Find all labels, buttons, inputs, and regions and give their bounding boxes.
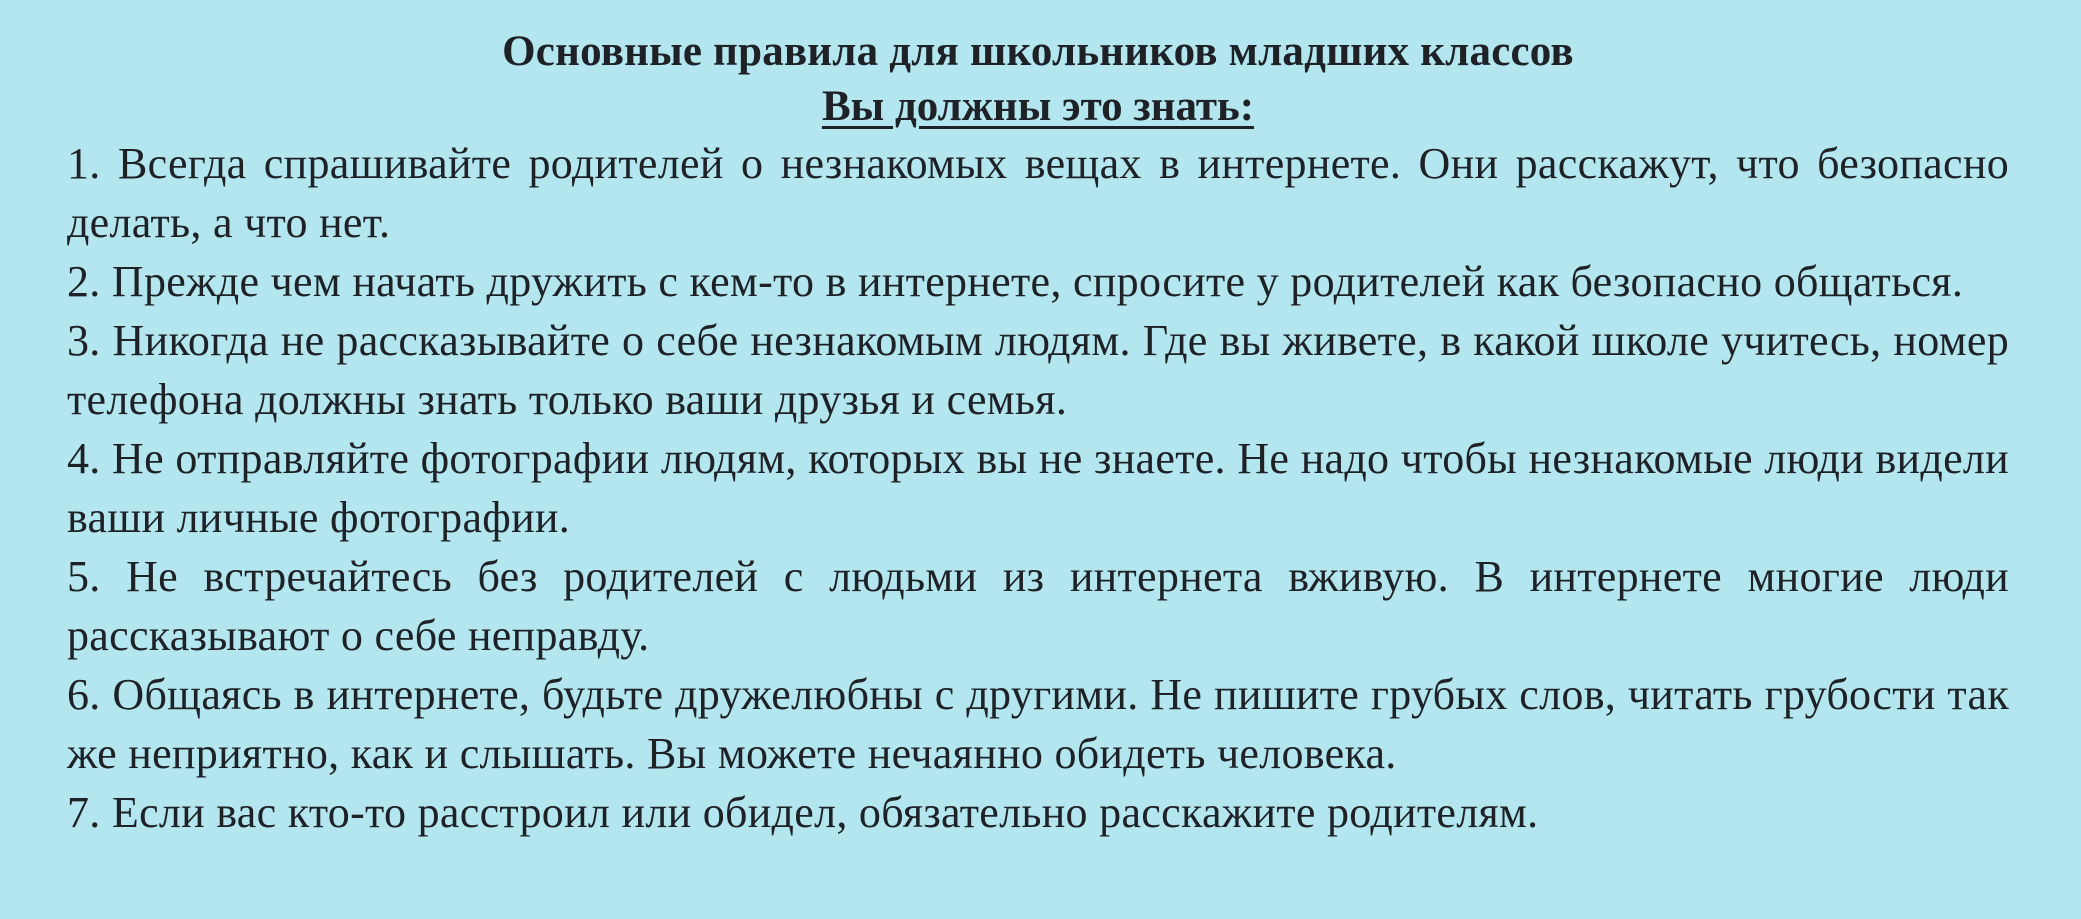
rule-item-1: 1. Всегда спрашивайте родителей о незнакомых вещах в интернете. Они расскажут, что безопасно делать, а что нет. — [67, 139, 2009, 247]
rule-item-6: 6. Общаясь в интернете, будьте дружелюбны с другими. Не пишите грубых слов, читать грубости так же неприятно, как и слышать. Вы можете нечаянно обидеть человека. — [67, 670, 2009, 778]
document-subtitle: Вы должны это знать: — [821, 83, 1255, 130]
rule-item-2: 2. Прежде чем начать дружить с кем-то в интернете, спросите у родителей как безопасно общаться. — [67, 257, 1964, 306]
rules-list — [67, 134, 2009, 842]
rule-item-7: 7. Если вас кто-то расстроил или обидел, обязательно расскажите родителям. — [67, 788, 1539, 837]
rule-item-3: 3. Никогда не рассказывайте о себе незнакомым людям. Где вы живете, в какой школе учитесь, номер телефона должны знать только ваши друзья и семья. — [67, 316, 2009, 424]
rule-item-5: 5. Не встречайтесь без родителей с людьми из интернета вживую. В интернете многие люди рассказывают о себе неправду. — [67, 552, 2009, 660]
rule-item-4: 4. Не отправляйте фотографии людям, которых вы не знаете. Не надо чтобы незнакомые люди видели ваши личные фотографии. — [67, 434, 2009, 542]
document-title: Основные правила для школьников младших классов — [502, 28, 1574, 75]
